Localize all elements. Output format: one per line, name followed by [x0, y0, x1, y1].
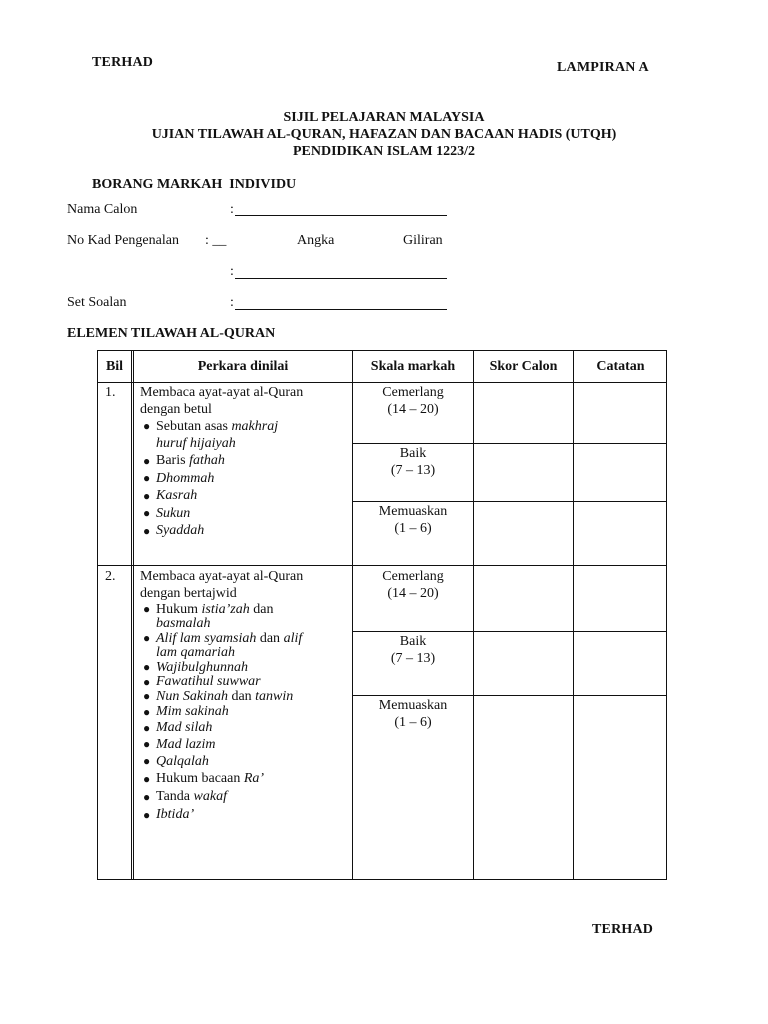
scale-cell — [353, 633, 473, 667]
item-term: Ra’ — [243, 771, 265, 786]
criteria-item — [140, 806, 350, 824]
criteria-item — [140, 631, 350, 646]
bullet-icon: ● — [143, 602, 151, 616]
item-term: Wajibulghunnah — [156, 660, 249, 675]
item-term: makhraj — [231, 419, 279, 434]
bullet-icon: ● — [143, 675, 151, 689]
item-term: alif — [283, 631, 303, 646]
criteria-cell — [140, 568, 350, 824]
item-term: Fawatihul suwwar — [156, 674, 261, 689]
scale-range: (7 – 13) — [390, 651, 436, 666]
criteria-item — [140, 704, 350, 720]
criteria-item — [140, 505, 350, 522]
item-term: Ibtida’ — [156, 807, 195, 822]
criteria-item — [140, 418, 350, 435]
attachment-label: LAMPIRAN A — [557, 60, 649, 75]
criteria-item — [140, 452, 350, 470]
item-term: fathah — [189, 453, 225, 468]
bullet-icon: ● — [143, 506, 151, 520]
item-term: Sukun — [156, 506, 191, 521]
item-term: Mad silah — [156, 720, 213, 735]
bullet-icon: ● — [143, 808, 151, 822]
bullet-icon: ● — [143, 471, 151, 485]
scale-label: Cemerlang — [382, 569, 444, 584]
criteria-item — [140, 770, 350, 788]
header-bil: Bil — [105, 359, 124, 374]
row-number: 2. — [105, 569, 116, 584]
scale-divider — [353, 631, 666, 632]
scale-label: Baik — [399, 634, 427, 649]
bullet-icon: ● — [143, 689, 151, 703]
bullet-icon: ● — [143, 754, 151, 768]
item-term: Alif lam syamsiah — [156, 631, 257, 646]
criteria-item — [140, 522, 350, 540]
scale-divider — [353, 695, 666, 696]
scale-cell — [353, 503, 473, 537]
item-term: Syaddah — [156, 523, 205, 538]
angka-colon: : — [230, 264, 234, 279]
item-text: Sebutan asas — [156, 419, 232, 434]
marks-table — [97, 350, 667, 880]
item-text: Hukum — [156, 602, 202, 617]
item-term: Dhommah — [156, 471, 215, 486]
bullet-icon: ● — [143, 790, 151, 804]
scale-range: (7 – 13) — [390, 463, 436, 478]
scale-range: (14 – 20) — [387, 402, 439, 417]
item-text: Tanda — [156, 789, 194, 804]
name-colon: : — [230, 202, 234, 217]
item-term: istia’zah — [201, 602, 250, 617]
scale-divider — [353, 501, 666, 502]
item-term: Kasrah — [156, 488, 198, 503]
candidate-number-field[interactable] — [235, 264, 447, 279]
criteria-item — [140, 646, 350, 660]
item-term: tanwin — [255, 689, 294, 704]
column-divider — [131, 351, 134, 879]
question-set-field[interactable] — [235, 295, 447, 310]
bullet-icon: ● — [143, 737, 151, 751]
header-perkara: Perkara dinilai — [197, 359, 289, 374]
ic-colon: : __ — [205, 233, 227, 248]
item-term: Qalqalah — [156, 754, 209, 769]
column-divider — [473, 351, 474, 879]
column-divider — [352, 351, 353, 879]
bullet-icon: ● — [143, 660, 151, 674]
scale-cell — [353, 697, 473, 731]
angka-label: Angka — [297, 233, 335, 248]
scale-cell — [353, 445, 473, 479]
question-set-label: Set Soalan — [67, 295, 127, 310]
item-text: dan — [227, 689, 256, 704]
item-term: Mad lazim — [156, 737, 216, 752]
bullet-icon: ● — [143, 419, 151, 433]
criteria-intro: Membaca ayat-ayat al-Quran — [140, 385, 304, 400]
bullet-icon: ● — [143, 721, 151, 735]
bullet-icon: ● — [143, 631, 151, 645]
criteria-list — [140, 418, 350, 540]
scale-cell — [353, 568, 473, 602]
criteria-item — [140, 753, 350, 770]
giliran-label: Giliran — [403, 233, 443, 248]
criteria-item — [140, 602, 350, 617]
criteria-item — [140, 617, 350, 631]
item-text: dan — [249, 602, 274, 617]
header-catatan: Catatan — [596, 359, 645, 374]
criteria-item — [140, 788, 350, 806]
row-number: 1. — [105, 385, 116, 400]
item-term: Nun Sakinah — [156, 689, 228, 704]
bullet-icon: ● — [143, 524, 151, 538]
criteria-item — [140, 675, 350, 689]
title-line-2: UJIAN TILAWAH AL-QURAN, HAFAZAN DAN BACAAN HADIS (UTQH) — [151, 127, 617, 142]
criteria-item — [140, 736, 350, 753]
question-set-colon: : — [230, 295, 234, 310]
name-field[interactable] — [235, 201, 447, 216]
criteria-item — [140, 435, 350, 452]
criteria-intro: dengan betul — [140, 402, 212, 417]
item-term: lam qamariah — [156, 645, 235, 660]
item-term: Mim sakinah — [156, 704, 229, 719]
criteria-cell — [140, 384, 350, 540]
criteria-item — [140, 470, 350, 487]
scale-label: Memuaskan — [378, 698, 448, 713]
title-line-1: SIJIL PELAJARAN MALAYSIA — [283, 110, 485, 125]
item-term: huruf hijaiyah — [156, 436, 236, 451]
criteria-item — [140, 487, 350, 505]
form-heading: BORANG MARKAH INDIVIDU — [92, 177, 297, 192]
row-divider — [98, 565, 666, 566]
criteria-item — [140, 660, 350, 675]
scale-divider — [353, 443, 666, 444]
criteria-list — [140, 602, 350, 824]
scale-range: (1 – 6) — [394, 715, 432, 730]
header-skor: Skor Calon — [489, 359, 558, 374]
item-text: dan — [256, 631, 284, 646]
title-line-3: PENDIDIKAN ISLAM 1223/2 — [292, 144, 475, 159]
scale-label: Baik — [399, 446, 427, 461]
bullet-icon: ● — [143, 489, 151, 503]
column-divider — [573, 351, 574, 879]
criteria-item — [140, 689, 350, 704]
scale-range: (14 – 20) — [387, 586, 439, 601]
ic-label: No Kad Pengenalan — [67, 233, 179, 248]
criteria-item — [140, 720, 350, 736]
bullet-icon: ● — [143, 705, 151, 719]
scale-label: Cemerlang — [382, 385, 444, 400]
criteria-intro: dengan bertajwid — [140, 586, 237, 601]
scale-range: (1 – 6) — [394, 521, 432, 536]
item-text: Hukum bacaan — [156, 771, 244, 786]
name-label: Nama Calon — [67, 202, 138, 217]
header-divider — [98, 382, 666, 383]
bullet-icon: ● — [143, 454, 151, 468]
classification-mark-top: TERHAD — [92, 55, 154, 70]
scale-cell — [353, 384, 473, 418]
document-title — [0, 109, 768, 160]
header-skala: Skala markah — [370, 359, 456, 374]
item-text: Baris — [156, 453, 190, 468]
section-title: ELEMEN TILAWAH AL-QURAN — [67, 326, 276, 341]
item-term: wakaf — [193, 789, 227, 804]
bullet-icon: ● — [143, 772, 151, 786]
item-term: basmalah — [156, 616, 211, 631]
criteria-intro: Membaca ayat-ayat al-Quran — [140, 569, 304, 584]
classification-mark-bottom: TERHAD — [592, 922, 654, 937]
scale-label: Memuaskan — [378, 504, 448, 519]
